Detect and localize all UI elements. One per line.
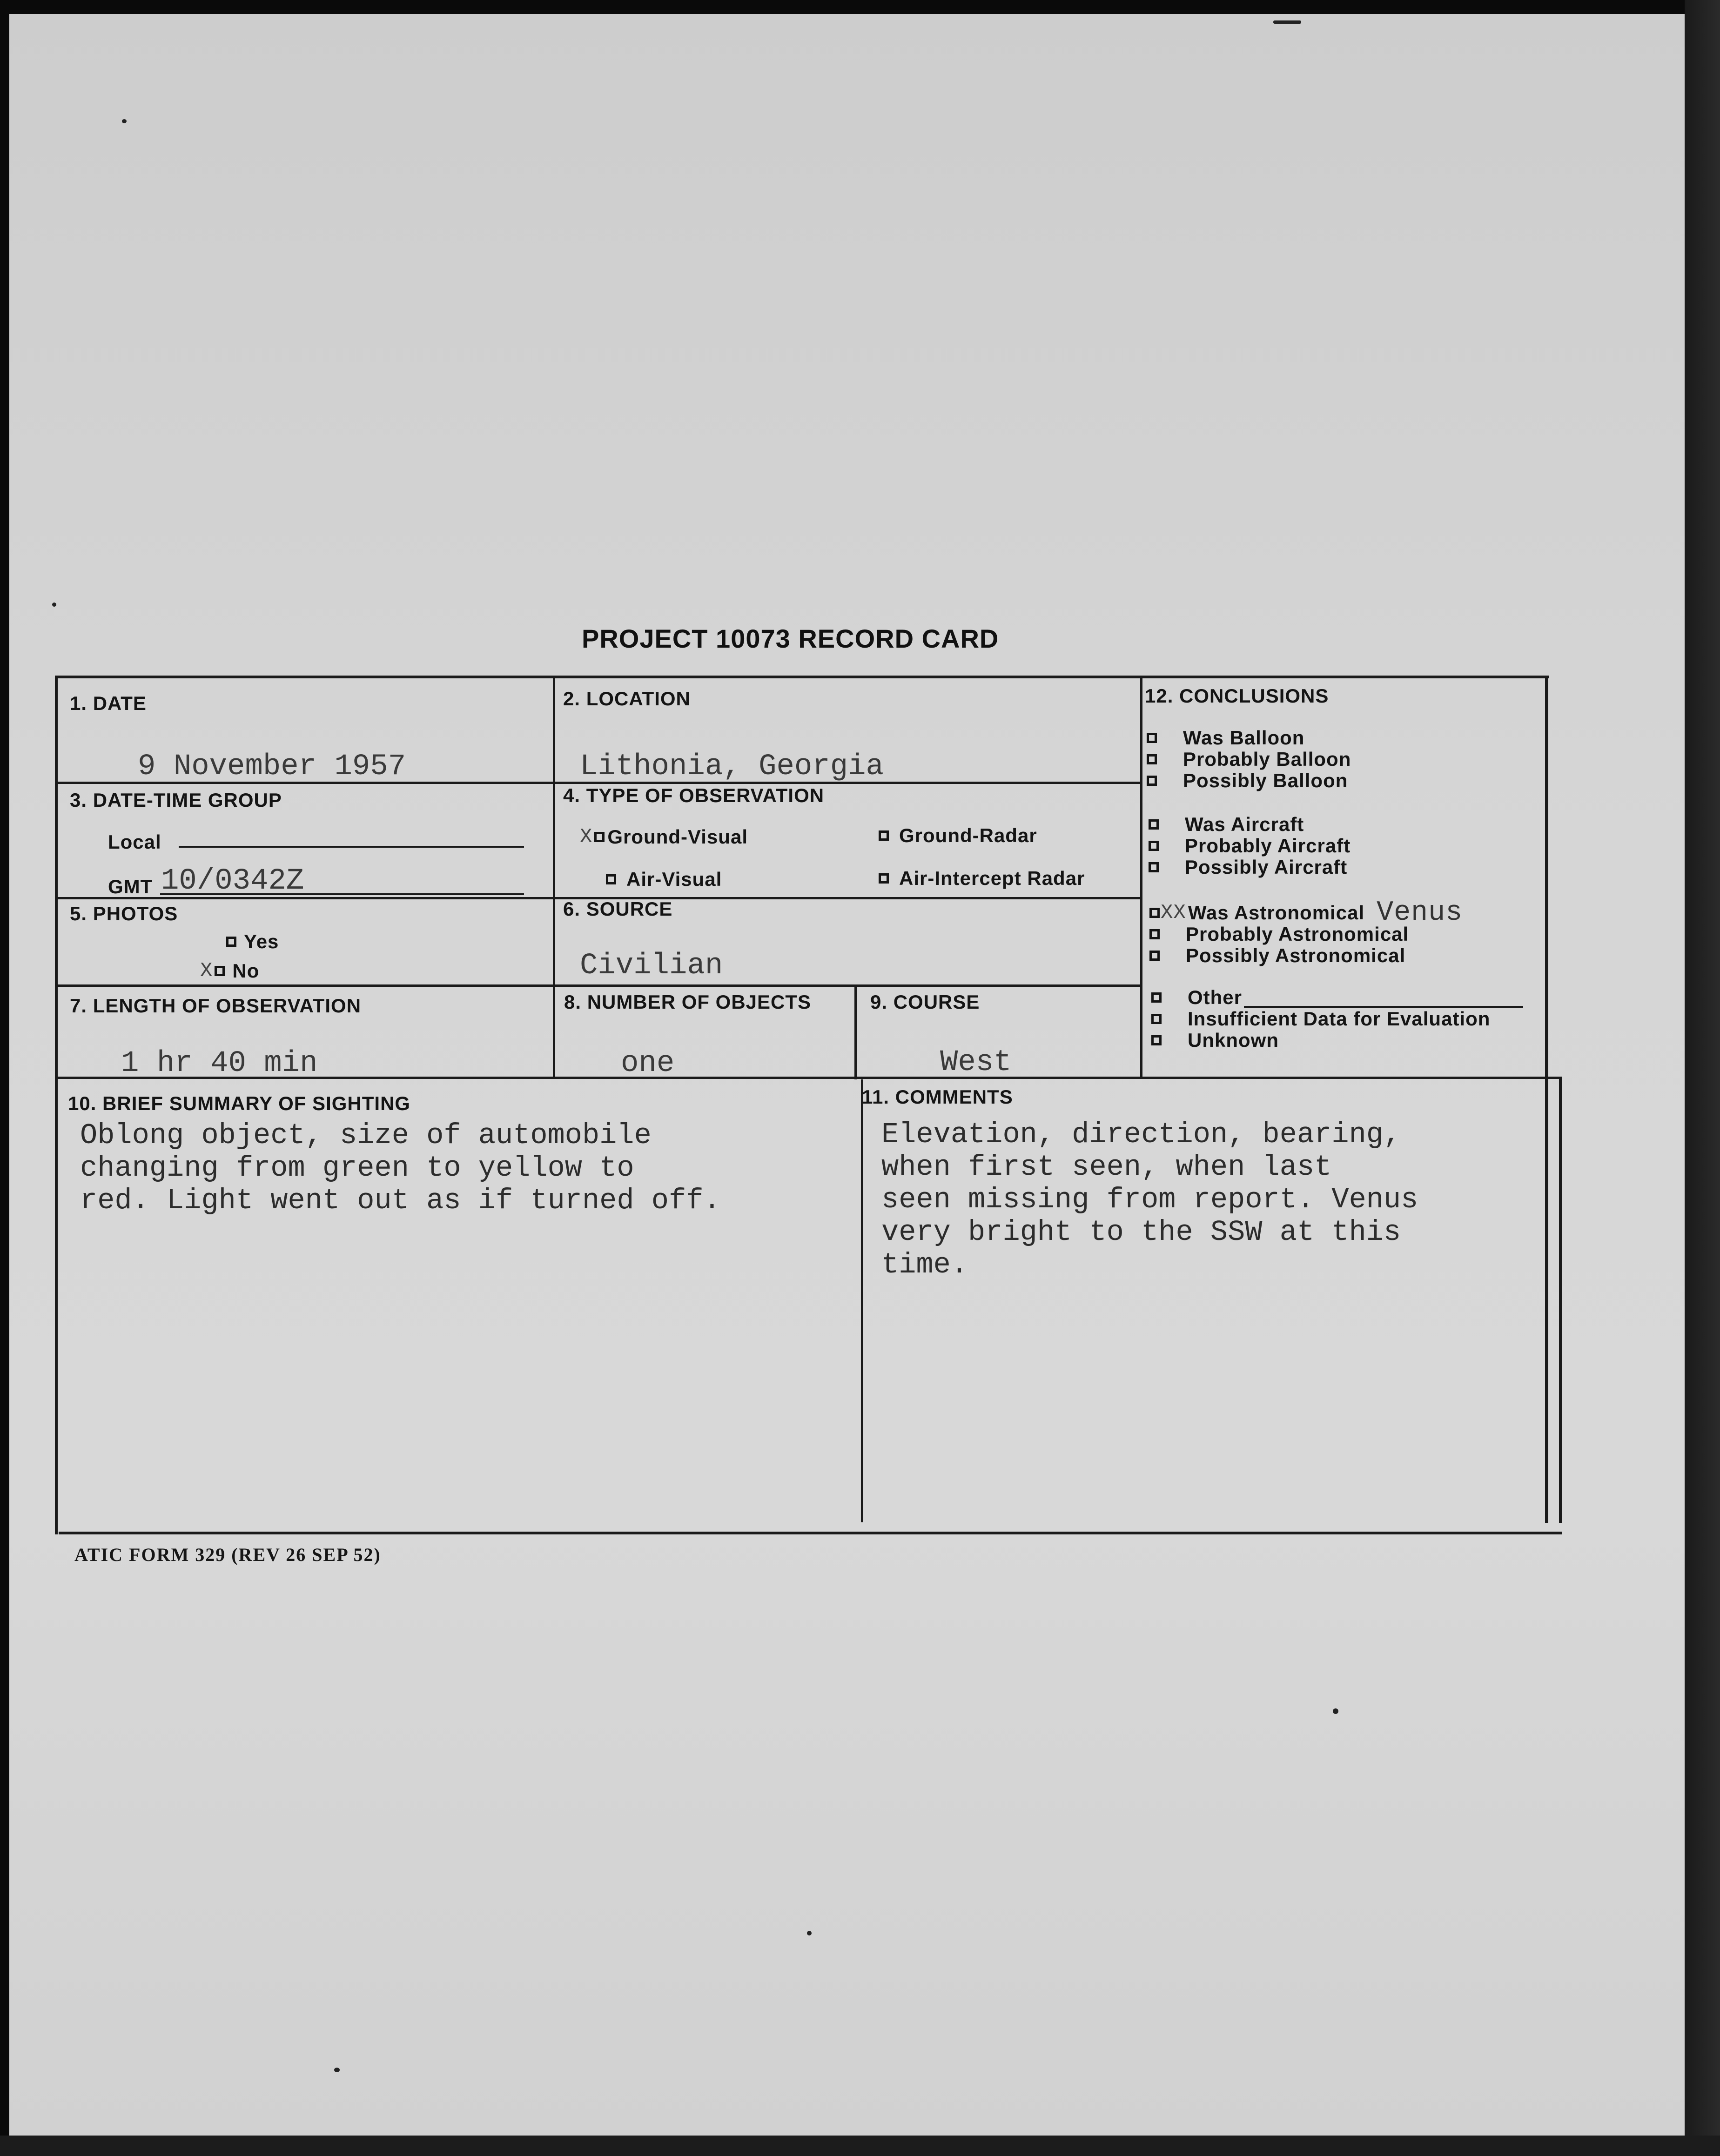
card-border-top: [55, 676, 1549, 678]
checkbox-icon: [1149, 819, 1159, 830]
divider-date-location: [553, 678, 555, 1078]
checkbox-icon: [1149, 841, 1159, 851]
checkbox-icon: [1149, 951, 1160, 961]
check-mark: X: [200, 959, 213, 983]
option-label: Air-Visual: [626, 868, 722, 890]
conclusion-note: Venus: [1377, 897, 1463, 929]
checkbox-icon: [1149, 929, 1160, 939]
conclusion-other: [1151, 986, 1523, 1009]
option-label: Other: [1188, 986, 1243, 1008]
date-time-group-label: 3. DATE-TIME GROUP: [70, 789, 282, 811]
conclusion-probably-aircraft: [1149, 835, 1350, 857]
divider-summary-comments: [861, 1079, 863, 1522]
comments-line: very bright to the SSW at this: [881, 1216, 1401, 1249]
comments-line: Elevation, direction, bearing,: [881, 1118, 1401, 1151]
checkbox-icon: [1151, 992, 1162, 1003]
location-label: 2. LOCATION: [563, 688, 691, 710]
summary-line: red. Light went out as if turned off.: [80, 1184, 721, 1217]
checkbox-icon: [1147, 754, 1157, 764]
check-mark: XX: [1161, 901, 1186, 924]
option-label: Probably Aircraft: [1185, 835, 1351, 857]
option-label: Was Astronomical: [1188, 902, 1365, 924]
summary-line: changing from green to yellow to: [80, 1152, 634, 1185]
source-label: 6. SOURCE: [563, 898, 673, 920]
conclusion-possibly-balloon: [1147, 770, 1348, 792]
local-time-label: Local: [108, 831, 161, 853]
checkbox-icon: [594, 832, 605, 842]
option-air-intercept-radar: [879, 867, 1085, 890]
option-photos-yes: [226, 931, 279, 953]
summary-line: Oblong object, size of automobile: [80, 1119, 652, 1152]
photos-label: 5. PHOTOS: [70, 903, 178, 924]
gmt-value: 10/0342Z: [161, 864, 304, 898]
date-label: 1. DATE: [70, 692, 147, 714]
comments-line: when first seen, when last: [881, 1151, 1332, 1184]
checkbox-icon: [879, 830, 889, 841]
conclusion-was-aircraft: [1149, 813, 1304, 836]
option-label: Was Aircraft: [1185, 813, 1304, 835]
card-border-bottom: [59, 1532, 1562, 1534]
conclusion-was-balloon: [1147, 727, 1304, 749]
conclusion-possibly-aircraft: [1149, 856, 1347, 878]
checkbox-icon: [1151, 1014, 1162, 1024]
option-label: Possibly Astronomical: [1186, 944, 1406, 966]
card-border-right: [1545, 676, 1548, 1523]
option-photos-no: [200, 959, 259, 983]
course-value: West: [940, 1046, 1012, 1079]
option-label: Unknown: [1188, 1029, 1279, 1051]
summary-label: 10. BRIEF SUMMARY OF SIGHTING: [68, 1092, 411, 1114]
conclusion-unknown: [1151, 1029, 1279, 1051]
checkbox-icon: [1151, 1035, 1162, 1045]
comments-line: seen missing from report. Venus: [881, 1183, 1418, 1216]
conclusion-probably-astronomical: [1149, 923, 1409, 945]
date-value: 9 November 1957: [138, 750, 406, 783]
checkbox-icon: [606, 874, 616, 884]
option-ground-visual: [580, 825, 748, 849]
check-mark: X: [580, 825, 593, 849]
conclusion-possibly-astronomical: [1149, 944, 1405, 967]
checkbox-icon: [1149, 908, 1160, 918]
option-label: Ground-Visual: [607, 826, 748, 848]
option-label: No: [232, 960, 260, 982]
option-label: Possibly Aircraft: [1185, 856, 1348, 878]
checkbox-icon: [1147, 776, 1157, 786]
divider-conclusions: [1140, 678, 1142, 1078]
conclusion-probably-balloon: [1147, 748, 1351, 770]
conclusion-insufficient-data: [1151, 1008, 1490, 1030]
card-title: PROJECT 10073 RECORD CARD: [582, 624, 999, 653]
form-number: ATIC FORM 329 (REV 26 SEP 52): [74, 1544, 381, 1565]
option-label: Was Balloon: [1183, 727, 1305, 749]
option-air-visual: [606, 868, 722, 891]
option-label: Insufficient Data for Evaluation: [1188, 1008, 1491, 1030]
checkbox-icon: [879, 873, 889, 884]
checkbox-icon: [1147, 733, 1157, 743]
comments-line: time.: [881, 1248, 968, 1281]
comments-text: [881, 1118, 1418, 1281]
source-value: Civilian: [580, 949, 723, 983]
other-field: [1244, 987, 1523, 1008]
type-of-observation-label: 4. TYPE OF OBSERVATION: [563, 784, 825, 806]
card-border-left: [55, 676, 58, 1534]
checkbox-icon: [1149, 862, 1159, 872]
option-label: Possibly Balloon: [1183, 770, 1348, 791]
gmt-label: GMT: [108, 876, 153, 897]
course-label: 9. COURSE: [870, 991, 980, 1013]
location-value: Lithonia, Georgia: [580, 750, 884, 783]
summary-text: [80, 1119, 721, 1217]
checkbox-icon: [215, 966, 225, 976]
option-label: Yes: [244, 931, 279, 952]
number-of-objects-value: one: [621, 1047, 675, 1080]
checkbox-icon: [226, 937, 236, 947]
card-border-right-lower: [1559, 1078, 1562, 1523]
length-of-observation-value: 1 hr 40 min: [121, 1047, 318, 1080]
local-time-field: [179, 827, 524, 848]
option-label: Probably Astronomical: [1186, 923, 1409, 945]
option-label: Probably Balloon: [1183, 748, 1351, 770]
length-of-observation-label: 7. LENGTH OF OBSERVATION: [70, 995, 362, 1017]
number-of-objects-label: 8. NUMBER OF OBJECTS: [564, 991, 812, 1013]
option-label: Air-Intercept Radar: [899, 867, 1085, 889]
option-label: Ground-Radar: [899, 824, 1037, 846]
row-divider-3: [58, 984, 1142, 987]
conclusions-label: 12. CONCLUSIONS: [1145, 685, 1329, 707]
comments-label: 11. COMMENTS: [862, 1086, 1013, 1108]
option-ground-radar: [879, 824, 1037, 847]
divider-objects-course: [854, 986, 857, 1079]
